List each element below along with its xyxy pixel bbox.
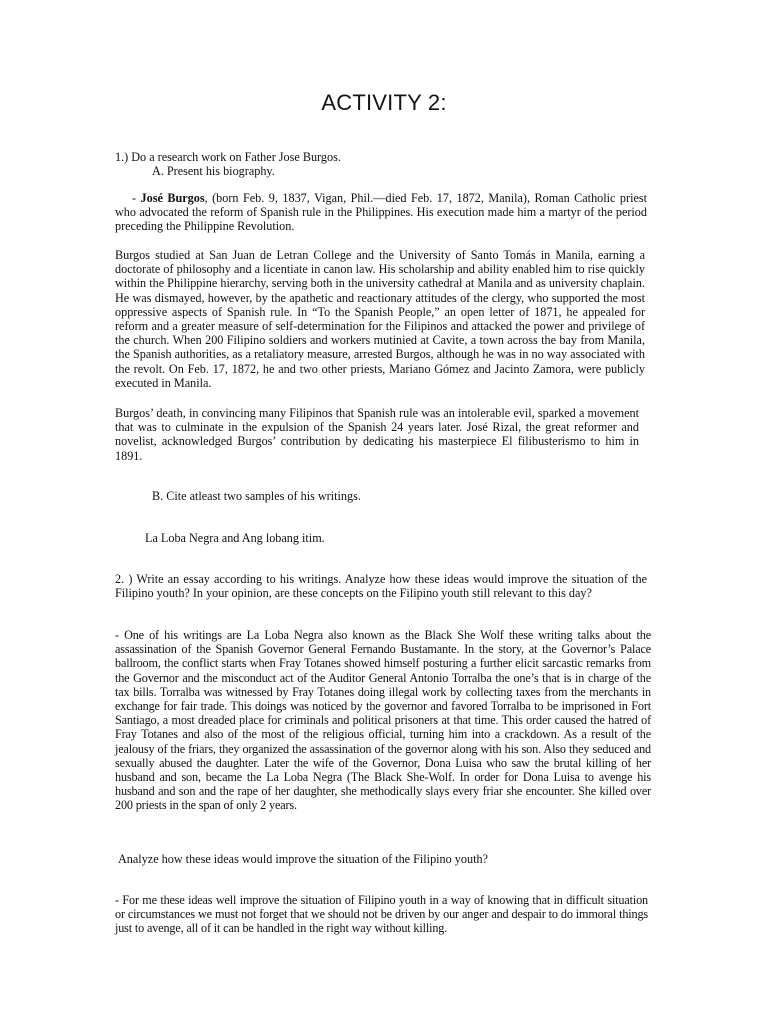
- analyze-prompt: Analyze how these ideas would improve the situation of the Filipino youth?: [118, 852, 488, 866]
- page-title: ACTIVITY 2:: [321, 90, 447, 115]
- bio-dash: -: [132, 191, 141, 205]
- question-1-part-b-answer: La Loba Negra and Ang lobang itim.: [145, 531, 325, 545]
- question-1-part-b: B. Cite atleast two samples of his writings.: [152, 489, 361, 503]
- question-1-prompt: 1.) Do a research work on Father Jose Burgos.: [115, 150, 341, 164]
- bio-name: José Burgos: [140, 191, 205, 205]
- biography-paragraph-1: [115, 191, 647, 234]
- question-1-part-a: A. Present his biography.: [152, 164, 275, 178]
- question-2-prompt: 2. ) Write an essay according to his writings. Analyze how these ideas would improve the situation of the Filipino youth? In your opinion, are these concepts on the Filipino youth still relevant to this day?: [115, 572, 647, 601]
- biography-paragraph-2: Burgos studied at San Juan de Letran College and the University of Santo Tomás in Manila, earning a doctorate of philosophy and a licentiate in canon law. His scholarship and ability enabled him to rise quickly within the Philippine hierarchy, serving both in the university cathedral at Manila and as university chaplain. He was dismayed, however, by the apathetic and reactionary attitudes of the clergy, who supported the most oppressive aspects of Spanish rule. In “To the Spanish People,” an open letter of 1871, he appealed for reform and a greater measure of self-determination for the Filipinos and attacked the power and privilege of the church. When 200 Filipino soldiers and workers mutinied at Cavite, a town across the bay from Manila, the Spanish authorities, as a retaliatory measure, arrested Burgos, although he was in no way associated with the revolt. On Feb. 17, 1872, he and two other priests, Mariano Gómez and Jacinto Zamora, were publicly executed in Manila.: [115, 248, 645, 390]
- biography-paragraph-3: Burgos’ death, in convincing many Filipinos that Spanish rule was an intolerable evil, sparked a movement that was to culminate in the expulsion of the Spanish 24 years later. José Rizal, the great reformer and novelist, acknowledged Burgos’ contribution by dedicating his masterpiece El filibusterismo to him in 1891.: [115, 406, 639, 463]
- essay-paragraph: - One of his writings are La Loba Negra also known as the Black She Wolf these writing talks about the assassination of the Spanish Governor General Fernando Bustamante. In the story, at the Governor’s Palace ballroom, the conflict starts when Fray Totanes showed himself posturing a further elicit sarcastic remarks from the Governor and the misconduct act of the Auditor General Antonio Torralba the one’s that is in charge of the tax bills. Torralba was witnessed by Fray Totanes doing illegal work by collecting taxes from the merchants in exchange for fair trade. This doings was noticed by the governor and favored Torralba to be imprisoned in Fort Santiago, a most dreaded place for criminals and political prisoners at that time. This order caused the hatred of Fray Totanes and also of the most of the religious official, turning him into a crackdown. As a result of the jealousy of the friars, they organized the assassination of the governor along with his son. Also they seduced and sexually abused the daughter. Later the wife of the Governor, Dona Luisa who saw the brutal killing of her husband and son, became the La Loba Negra (The Black She-Wolf. In order for Dona Luisa to avenge his husband and son and the rape of her daughter, she methodically slays every friar she encounter. She killed over 200 priests in the span of only 2 years.: [115, 628, 651, 813]
- analyze-answer: - For me these ideas well improve the situation of Filipino youth in a way of knowing that in difficult situation or circumstances we must not forget that we should not be driven by our anger and despair to do immoral things just to avenge, all of it can be handled in the right way without killing.: [115, 893, 648, 936]
- bio-lead-text: , (born Feb. 9, 1837, Vigan, Phil.—died Feb. 17, 1872, Manila), Roman Catholic priest who advocated the reform of Spanish rule in the Philippines. His execution made him a martyr of the period preceding the Philippine Revolution.: [115, 191, 647, 234]
